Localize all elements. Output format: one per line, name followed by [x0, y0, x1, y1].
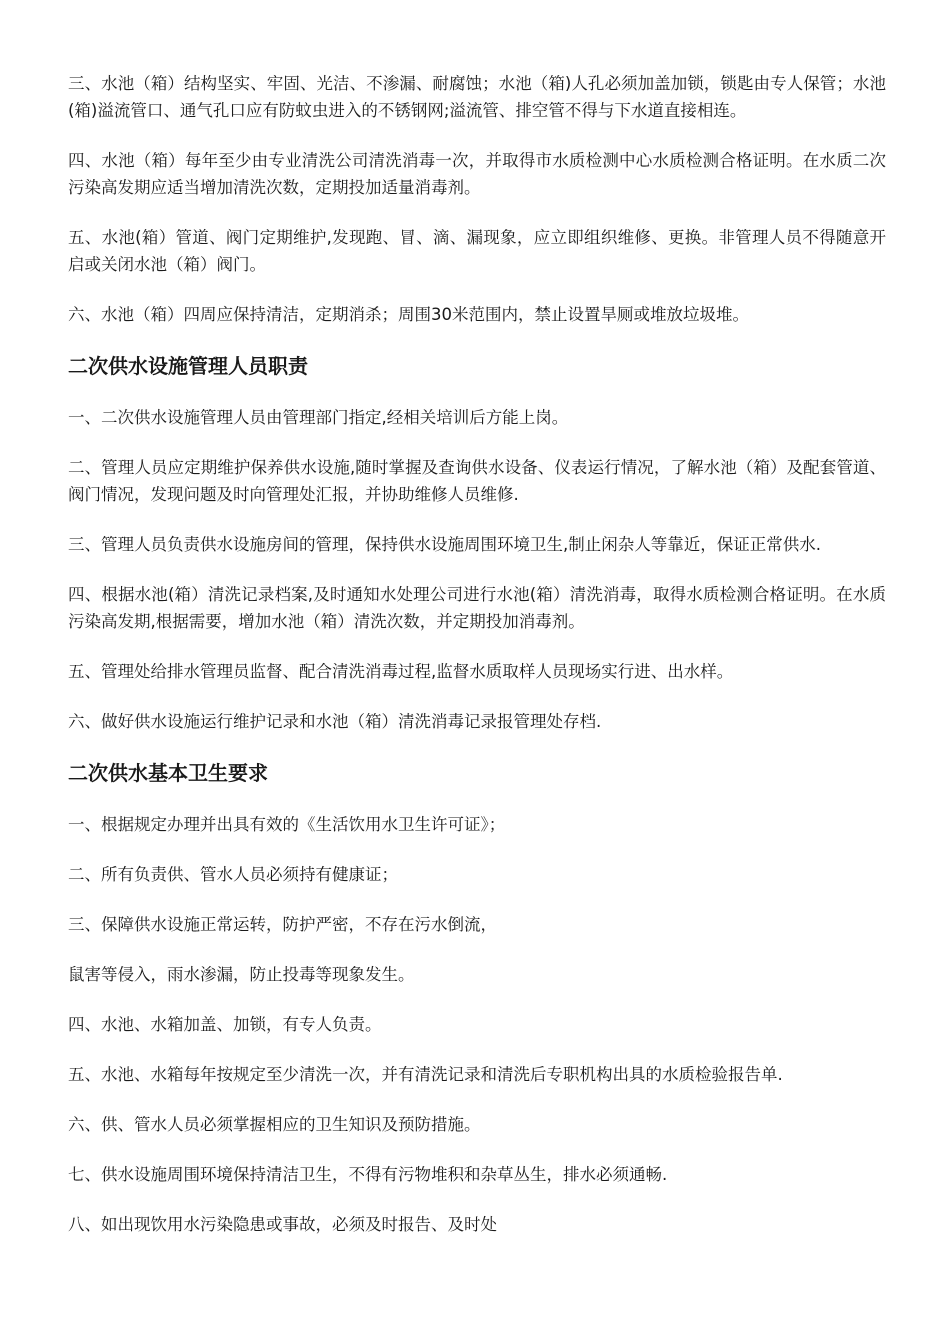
section3-item-8: 八、如出现饮用水污染隐患或事故，必须及时报告、及时处 — [68, 1215, 497, 1234]
section3-heading: 二次供水基本卫生要求 — [68, 761, 268, 785]
section1-item-3: 三、水池（箱）结构坚实、牢固、光洁、不渗漏、耐腐蚀；水池（箱)人孔必须加盖加锁，锁匙由专人保管；水池(箱)溢流管口、通气孔口应有防蚊虫进入的不锈钢网;溢流管、排空管不得与下水道直接相连。 — [68, 74, 886, 120]
section2-item-2: 二、管理人员应定期维护保养供水设施,随时掌握及查询供水设备、仪表运行情况，了解水池（箱）及配套管道、阀门情况，发现问题及时向管理处汇报，并协助维修人员维修. — [68, 458, 886, 504]
section3-item-2: 二、所有负责供、管水人员必须持有健康证； — [68, 865, 398, 884]
section2-item-6: 六、做好供水设施运行维护记录和水池（箱）清洗消毒记录报管理处存档. — [68, 712, 602, 731]
section2-item-5: 五、管理处给排水管理员监督、配合清洗消毒过程,监督水质取样人员现场实行进、出水样。 — [68, 662, 734, 681]
section2-item-4: 四、根据水池(箱）清洗记录档案,及时通知水处理公司进行水池(箱）清洗消毒，取得水质检测合格证明。在水质污染高发期,根据需要，增加水池（箱）清洗次数，并定期投加消毒剂。 — [68, 585, 886, 631]
section1-item-5: 五、水池(箱）管道、阀门定期维护,发现跑、冒、滴、漏现象，应立即组织维修、更换。非管理人员不得随意开启或关闭水池（箱）阀门。 — [68, 228, 886, 274]
section1-item-6: 六、水池（箱）四周应保持清洁，定期消杀；周围30米范围内，禁止设置旱厕或堆放垃圾堆。 — [68, 305, 749, 324]
section3-item-5: 五、水池、水箱每年按规定至少清洗一次，并有清洗记录和清洗后专职机构出具的水质检验报告单. — [68, 1065, 783, 1084]
section3-item-7: 七、供水设施周围环境保持清洁卫生，不得有污物堆积和杂草丛生，排水必须通畅. — [68, 1165, 668, 1184]
section2-heading: 二次供水设施管理人员职责 — [68, 354, 308, 378]
section3-item-4: 四、水池、水箱加盖、加锁，有专人负责。 — [68, 1015, 382, 1034]
section3-item-1: 一、根据规定办理并出具有效的《生活饮用水卫生许可证》； — [68, 815, 506, 834]
section3-item-6: 六、供、管水人员必须掌握相应的卫生知识及预防措施。 — [68, 1115, 481, 1134]
section2-item-3: 三、管理人员负责供水设施房间的管理，保持供水设施周围环境卫生,制止闲杂人等靠近，保证正常供水. — [68, 535, 821, 554]
section3-item-3: 三、保障供水设施正常运转，防护严密，不存在污水倒流， — [68, 915, 497, 934]
section1-item-4: 四、水池（箱）每年至少由专业清洗公司清洗消毒一次，并取得市水质检测中心水质检测合格证明。在水质二次污染高发期应适当增加清洗次数，定期投加适量消毒剂。 — [68, 151, 886, 197]
document-page — [68, 70, 886, 1261]
section2-item-1: 一、二次供水设施管理人员由管理部门指定,经相关培训后方能上岗。 — [68, 408, 569, 427]
section3-item-3-continued: 鼠害等侵入，雨水渗漏，防止投毒等现象发生。 — [68, 965, 415, 984]
